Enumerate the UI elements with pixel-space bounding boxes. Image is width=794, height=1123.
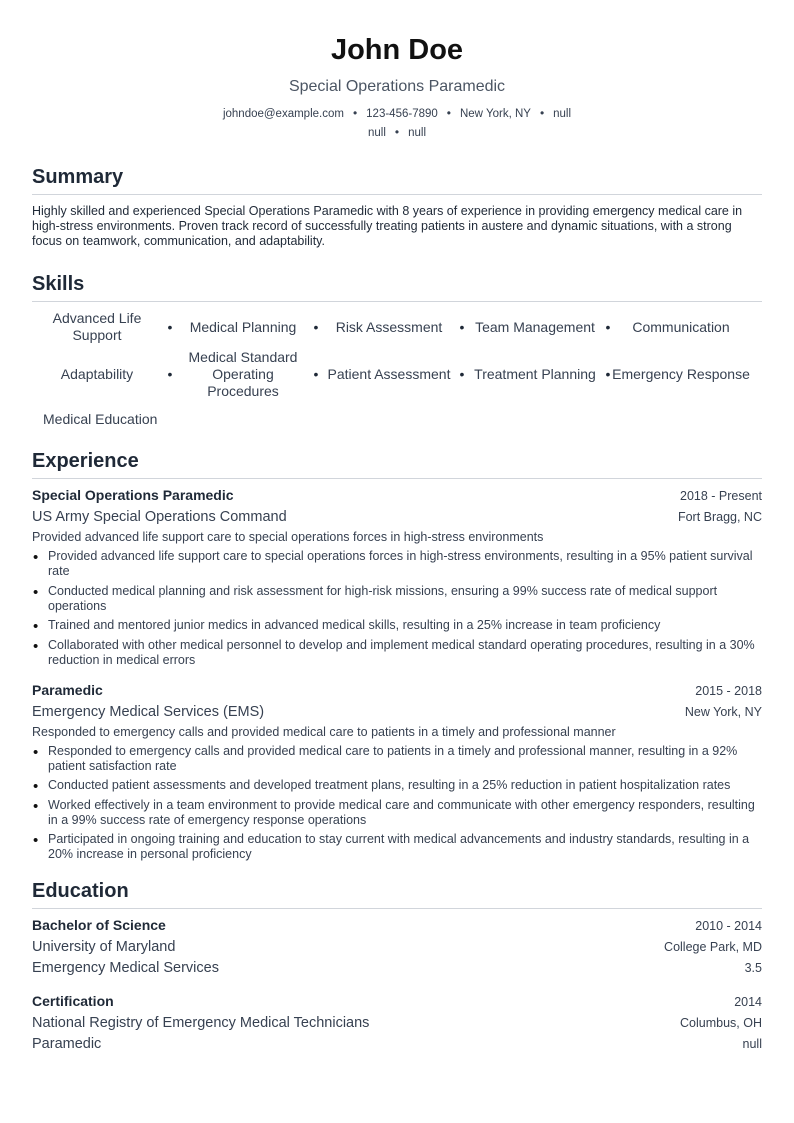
skill-separator: • <box>459 366 465 382</box>
skill-item: Adaptability <box>60 365 134 382</box>
section-divider <box>32 194 762 195</box>
skill-separator: • <box>167 366 173 382</box>
education-score: null <box>742 1037 762 1051</box>
education-field: Emergency Medical Services <box>32 960 219 976</box>
skill-item: Team Management <box>475 318 595 335</box>
section-divider <box>32 908 762 909</box>
job-company: US Army Special Operations Command <box>32 509 287 525</box>
job-company: Emergency Medical Services (EMS) <box>32 703 265 720</box>
skill-item: Medical Planning <box>189 318 297 335</box>
contact-separator: • <box>446 106 451 120</box>
skill-separator: • <box>605 319 611 335</box>
skills-section <box>32 271 762 434</box>
skill-separator: • <box>313 366 319 382</box>
job-bullet: • Provided advanced life support care to special operations forces in high-stress environments, resulting in a 95% patient survival rate <box>32 549 762 579</box>
education-location: Columbus, OH <box>680 1016 762 1030</box>
job-dates: 2015 - 2018 <box>695 683 762 698</box>
job-subheader <box>32 702 762 723</box>
contact-link-2[interactable]: null <box>367 127 386 139</box>
skill-item: Communication <box>632 318 730 335</box>
education-header <box>32 915 762 937</box>
job-bullets <box>32 549 762 668</box>
skill-item: Risk Assessment <box>335 318 443 335</box>
job-bullet: • Conducted medical planning and risk assessment for high-risk missions, ensuring a 99% success rate of medical support operations <box>32 584 762 614</box>
skill-separator: • <box>605 366 611 382</box>
job-entry <box>32 485 762 668</box>
education-institution: National Registry of Emergency Medical Technicians <box>32 1015 370 1031</box>
skill-item: Patient Assessment <box>327 365 451 382</box>
education-header <box>32 991 762 1013</box>
education-score: 3.5 <box>744 961 762 975</box>
skill-item: Medical Education <box>43 410 158 427</box>
education-field: Paramedic <box>32 1036 102 1052</box>
education-institution-row <box>32 937 762 958</box>
education-title: Education <box>32 880 129 902</box>
skills-grid <box>32 310 762 434</box>
resume-header <box>32 30 762 142</box>
section-divider <box>32 478 762 479</box>
job-description: Provided advanced life support care to special operations forces in high-stress environments <box>32 530 544 544</box>
job-description: Responded to emergency calls and provided medical care to patients in a timely and professional manner <box>32 724 616 739</box>
education-dates: 2010 - 2014 <box>695 919 762 933</box>
contact-separator: • <box>352 106 358 120</box>
skills-title: Skills <box>32 273 85 295</box>
contact-separator: • <box>539 106 545 120</box>
education-entry <box>32 915 762 979</box>
contact-location: New York, NY <box>459 108 531 120</box>
section-divider <box>32 301 762 302</box>
job-location: New York, NY <box>684 704 762 719</box>
skill-separator: • <box>167 319 173 335</box>
job-bullet: • Trained and mentored junior medics in advanced medical skills, resulting in a 25% increase in team proficiency <box>32 618 762 633</box>
skill-item: Medical Standard Operating Procedures <box>188 348 298 399</box>
education-institution: University of Maryland <box>32 939 176 955</box>
experience-section <box>32 448 762 862</box>
job-role: Special Operations Paramedic <box>32 487 234 503</box>
contact-email[interactable]: johndoe@example.com <box>222 108 344 120</box>
job-bullets <box>32 744 762 863</box>
job-bullet: • Collaborated with other medical personnel to develop and implement medical standard operating procedures, resulting in a 30% reduction in medical errors <box>32 638 762 668</box>
education-degree: Bachelor of Science <box>32 917 166 933</box>
education-institution-row <box>32 1013 762 1034</box>
job-entry <box>32 680 762 863</box>
job-dates: 2018 - Present <box>680 489 762 503</box>
job-header <box>32 485 762 507</box>
experience-title: Experience <box>32 450 139 472</box>
contact-line-1 <box>32 104 762 123</box>
job-bullet: • Responded to emergency calls and provided medical care to patients in a timely and professional manner, resulting in a 92% patient satisfaction rate <box>32 744 762 774</box>
contact-line-2 <box>32 123 762 142</box>
skill-item: Emergency Response <box>612 365 750 382</box>
job-location: Fort Bragg, NC <box>677 510 762 524</box>
education-section <box>32 878 762 1055</box>
education-field-row <box>32 958 762 979</box>
contact-phone[interactable]: 123-456-7890 <box>366 108 438 120</box>
education-field-row <box>32 1034 762 1055</box>
contact-link-3[interactable]: null <box>408 127 426 139</box>
job-subheader <box>32 507 762 528</box>
skill-item: Advanced Life Support <box>52 310 142 343</box>
summary-text: Highly skilled and experienced Special Operations Paramedic with 8 years of experience in providing emergency medical care in high-stress environments. Proven track record of successfully treating patients in austere and dynamic situations, with a strong focus on teamwork, communication, and adaptability. <box>32 204 743 248</box>
summary-title: Summary <box>32 166 124 188</box>
job-header <box>32 680 762 702</box>
education-entry <box>32 991 762 1055</box>
candidate-headline: Special Operations Paramedic <box>288 78 506 95</box>
job-bullet: • Conducted patient assessments and developed treatment plans, resulting in a 25% reduction in patient hospitalization rates <box>32 778 762 793</box>
candidate-name: John Doe <box>330 34 464 66</box>
skill-separator: • <box>459 319 465 335</box>
contact-separator: • <box>394 125 400 139</box>
skill-separator: • <box>313 319 319 335</box>
summary-section <box>32 164 762 249</box>
job-bullet: • Participated in ongoing training and education to stay current with medical advancements and industry standards, resulting in a 20% increase in personal proficiency <box>32 832 762 862</box>
education-degree: Certification <box>32 993 114 1009</box>
job-role: Paramedic <box>32 681 103 698</box>
education-location: College Park, MD <box>664 940 762 954</box>
skill-item: Treatment Planning <box>474 365 596 382</box>
contact-link-1[interactable]: null <box>553 108 572 120</box>
education-dates: 2014 <box>734 995 762 1009</box>
job-bullet: • Worked effectively in a team environment to provide medical care and communicate with other emergency responders, resulting in a 99% success rate of emergency response operations <box>32 798 762 828</box>
